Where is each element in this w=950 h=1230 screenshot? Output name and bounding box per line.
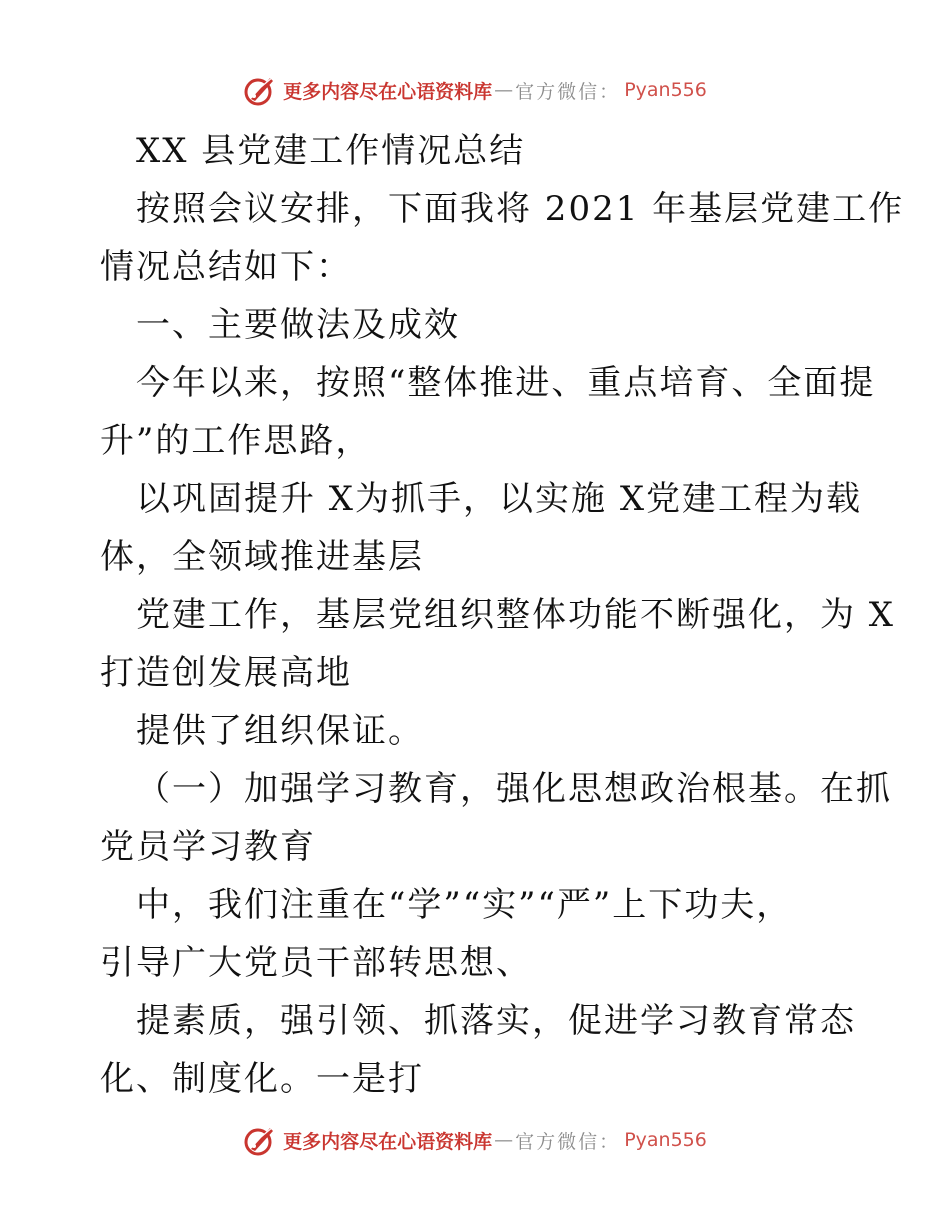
banner-official-label: 官方微信： <box>515 1130 621 1153</box>
section-heading: 一、主要做法及成效 <box>136 305 460 345</box>
paragraph-line: 以巩固提升 X为抓手，以实施 X党建工程为载 <box>136 479 863 519</box>
banner-text: 更多内容尽在心语资料库 <box>283 80 493 103</box>
paragraph-line: 提素质，强引领、抓落实，促进学习教育常态 <box>136 1001 856 1041</box>
paragraph-line: 化、制度化。一是打 <box>100 1059 424 1099</box>
paragraph-line: 体，全领域推进基层 <box>100 537 424 577</box>
paragraph-line: 今年以来，按照“整体推进、重点培育、全面提 <box>136 363 876 403</box>
paragraph-line: 引导广大党员干部转思想、 <box>100 943 532 983</box>
banner-official-label: 官方微信： <box>515 80 621 103</box>
document-title: XX 县党建工作情况总结 <box>136 131 526 171</box>
banner-dash: — <box>494 1129 514 1151</box>
pen-quill-logo-icon <box>243 73 277 107</box>
banner-wechat-id: Pyan556 <box>624 79 707 101</box>
paragraph-line: 情况总结如下： <box>100 247 352 287</box>
paragraph-line: 党员学习教育 <box>100 827 316 867</box>
paragraph-line: 提供了组织保证。 <box>136 711 424 751</box>
subsection-heading: （一）加强学习教育，强化思想政治根基。在抓 <box>136 769 892 809</box>
banner-wechat-id: Pyan556 <box>624 1129 707 1151</box>
paragraph-line: 中，我们注重在“学”“实”“严”上下功夫， <box>136 885 793 925</box>
paragraph-line: 按照会议安排，下面我将 2021 年基层党建工作 <box>136 189 905 229</box>
paragraph-line: 打造创发展高地 <box>100 653 352 693</box>
header-watermark-banner <box>0 70 950 110</box>
pen-quill-logo-icon <box>243 1123 277 1157</box>
paragraph-line: 党建工作，基层党组织整体功能不断强化，为 X <box>136 595 896 635</box>
paragraph-line: 升”的工作思路， <box>100 421 372 461</box>
footer-watermark-banner <box>0 1120 950 1160</box>
banner-dash: — <box>494 79 514 101</box>
banner-text: 更多内容尽在心语资料库 <box>283 1130 493 1153</box>
document-body <box>100 122 905 1108</box>
